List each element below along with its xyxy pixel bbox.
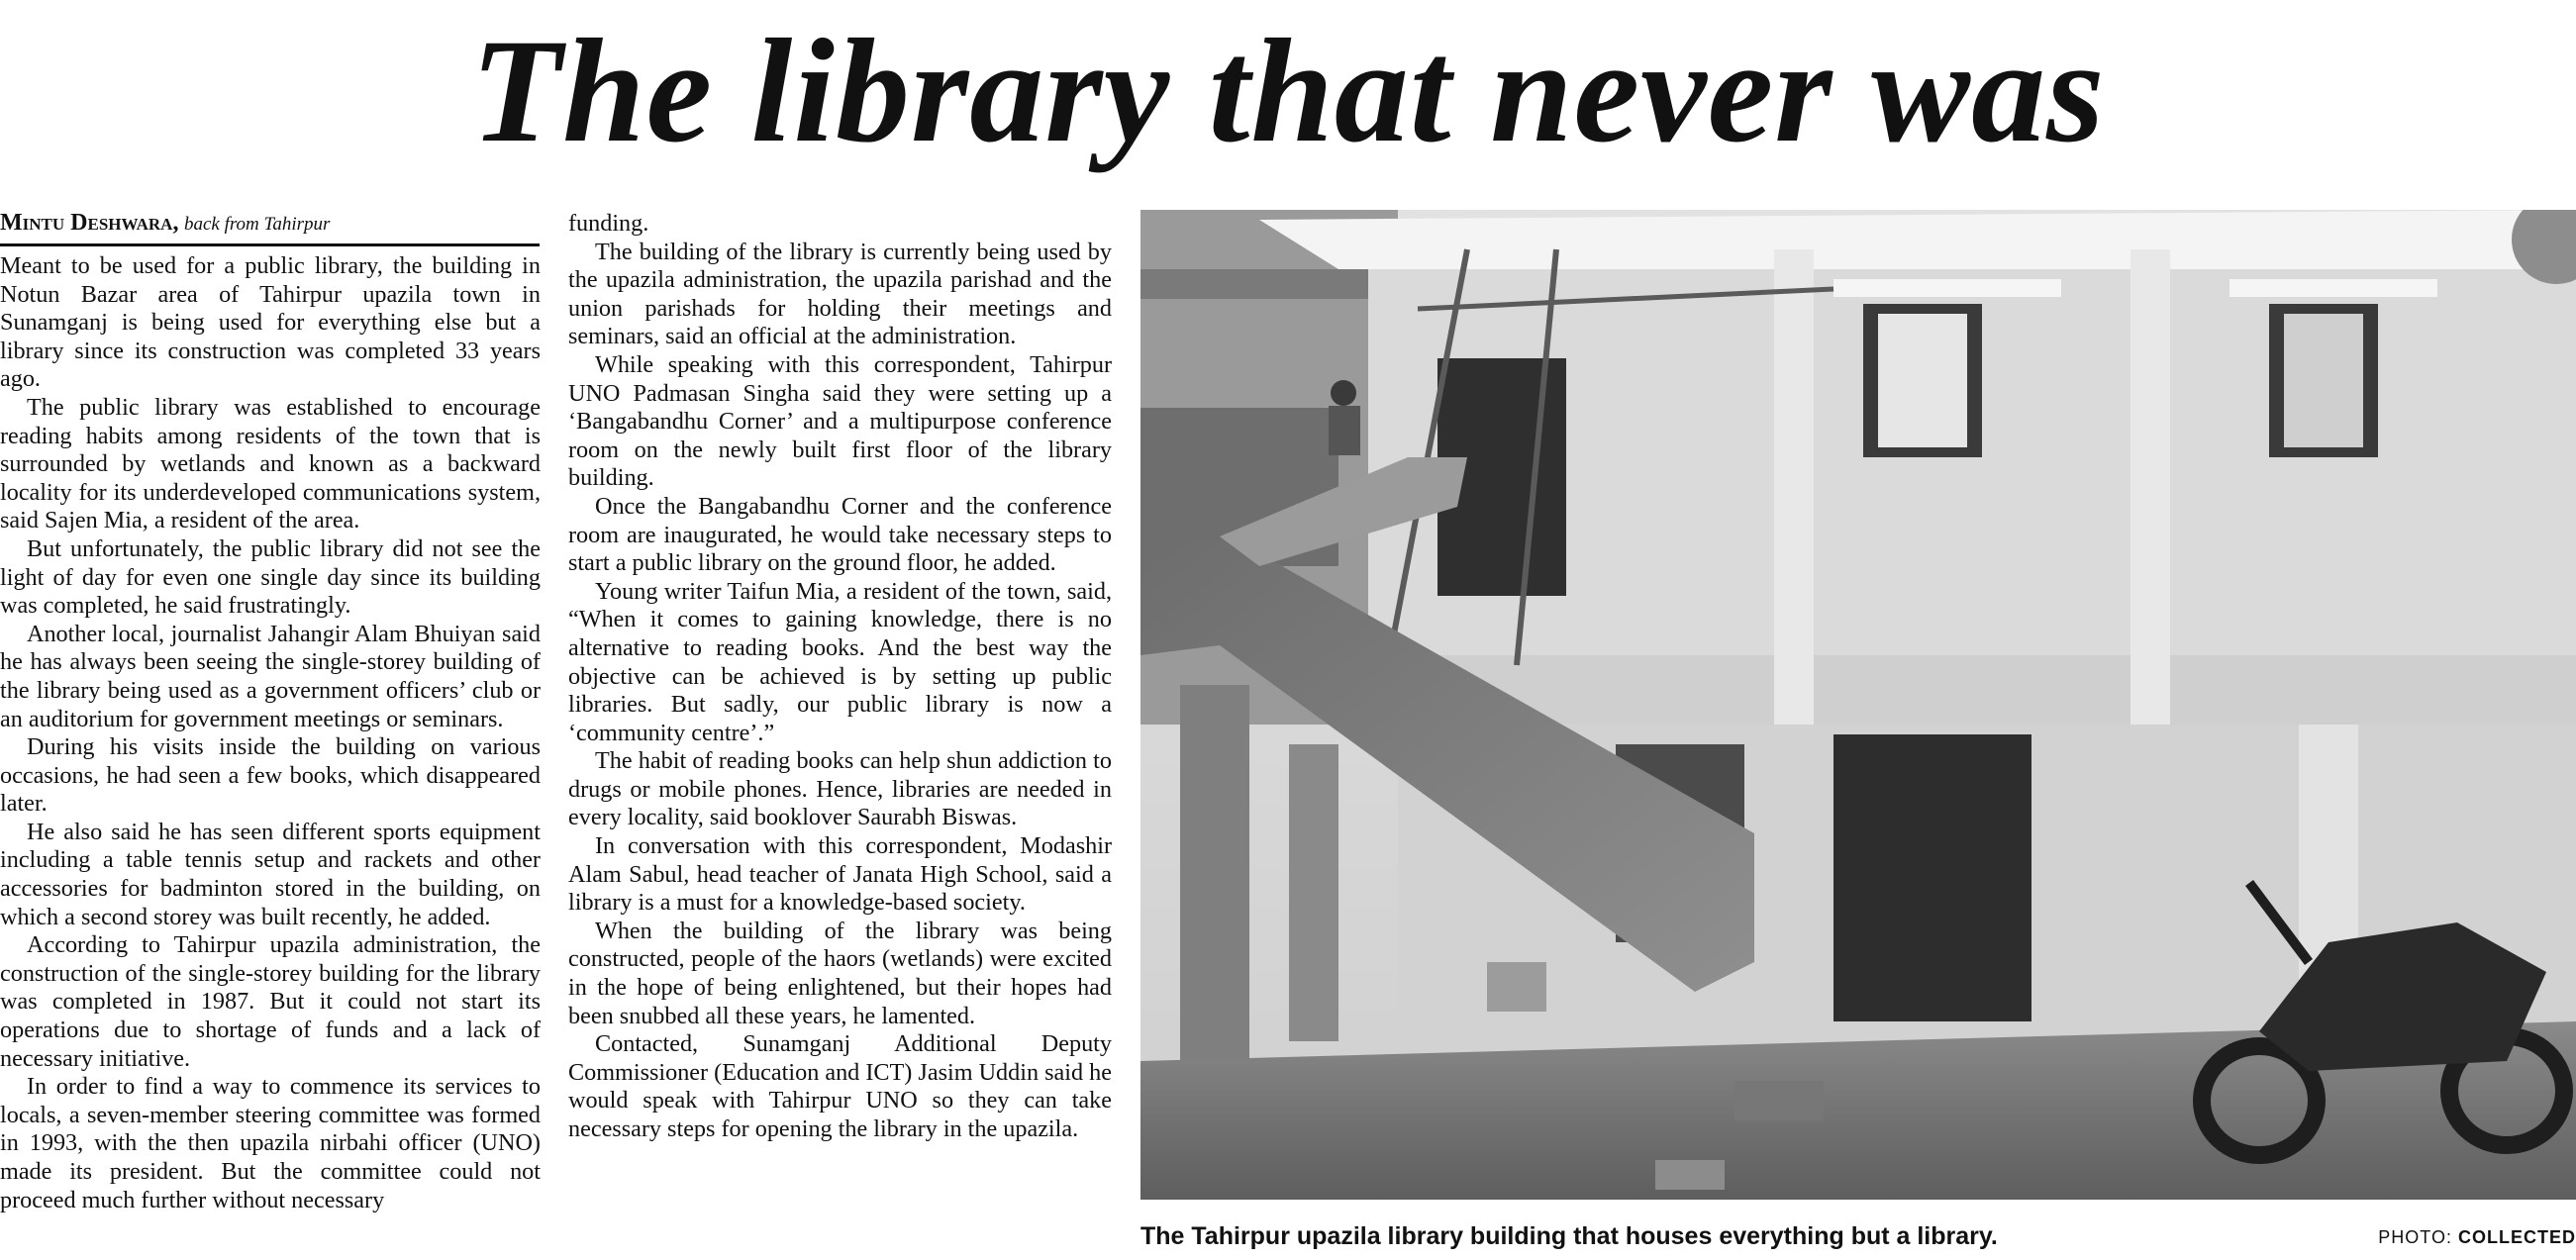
article-paragraph: Another local, journalist Jahangir Alam Bhuiyan said he has always been seeing the single-storey building of the library being used as a government officers’ club or an auditorium for government meetings or seminars. [0,620,541,732]
article-paragraph: He also said he has seen different sports equipment including a table tennis setup and rackets and other accessories for badminton stored in the building, on which a second storey was built recently, he added. [0,818,541,930]
article-paragraph: But unfortunately, the public library did not see the light of day for even one single day since its building was completed, he said frustratingly. [0,534,541,620]
article-paragraph: Contacted, Sunamganj Additional Deputy Commissioner (Education and ICT) Jasim Uddin said he would speak with Tahirpur UNO so they can take necessary steps for opening the library in the upazila. [568,1030,1112,1142]
article-paragraph: Young writer Taifun Mia, a resident of the town, said, “When it comes to gaining knowledge, there is no alternative to reading books. And the best way the objective can be achieved is by setting up public libraries. But sadly, our public library is now a ‘community centre’.” [568,577,1112,746]
article-paragraph: While speaking with this correspondent, Tahirpur UNO Padmasan Singha said they were setting up a ‘Bangabandhu Corner’ and a multipurpose conference room on the newly built first floor of the library building. [568,350,1112,492]
dateline: back from Tahirpur [183,214,331,235]
article-paragraph: The building of the library is currently being used by the upazila administration, the upazila parishad and the union parishads for holding their meetings and seminars, said an official at the administration. [568,238,1112,350]
library-building-photo [1140,210,2576,1200]
article-paragraph: In order to find a way to commence its services to locals, a seven-member steering committee was formed in 1993, with the then upazila nirbahi officer (UNO) made its president. But the committee could not proceed much further without necessary [0,1073,541,1213]
article-paragraph: In conversation with this correspondent, Modashir Alam Sabul, head teacher of Janata High School, said a library is a must for a knowledge-based society. [568,832,1112,917]
photo-caption: The Tahirpur upazila library building that houses everything but a library. [1140,1222,1998,1250]
article-paragraph: The habit of reading books can help shun addiction to drugs or mobile phones. Hence, libraries are needed in every locality, said booklover Saurabh Biswas. [568,747,1112,831]
article-paragraph: When the building of the library was being constructed, people of the haors (wetlands) were excited in the hope of being enlightened, but their hopes had been snubbed all these years, he lamented. [568,917,1112,1029]
article-column-1 [0,252,541,1260]
article-paragraph: funding. [568,210,649,237]
byline [0,206,540,246]
headline: The library that never was [470,9,2106,173]
article-paragraph: The public library was established to encourage reading habits among residents of the town that is surrounded by wetlands and known as a backward locality for its underdeveloped communications system, said Sajen Mia, a resident of the area. [0,393,541,534]
photo-credit [2378,1227,2576,1248]
photo-credit-name: COLLECTED [2458,1227,2576,1247]
article-paragraph: Once the Bangabandhu Corner and the conference room are inaugurated, he would take necessary steps to start a public library on the ground floor, he added. [568,492,1112,577]
photo-credit-label: PHOTO: [2378,1227,2452,1247]
article-column-2 [568,210,1112,1260]
article-paragraph: According to Tahirpur upazila administration, the construction of the single-storey building for the library was completed in 1987. But it could not start its operations due to shortage of funds and a lack of necessary initiative. [0,931,541,1072]
article-paragraph: Meant to be used for a public library, the building in Notun Bazar area of Tahirpur upazila town in Sunamganj is being used for everything else but a library since its construction was completed 33 years ago. [0,252,541,393]
article-paragraph: During his visits inside the building on various occasions, he had seen a few books, which disappeared later. [0,733,541,818]
author-name: Mintu Deshwara, [0,210,179,236]
